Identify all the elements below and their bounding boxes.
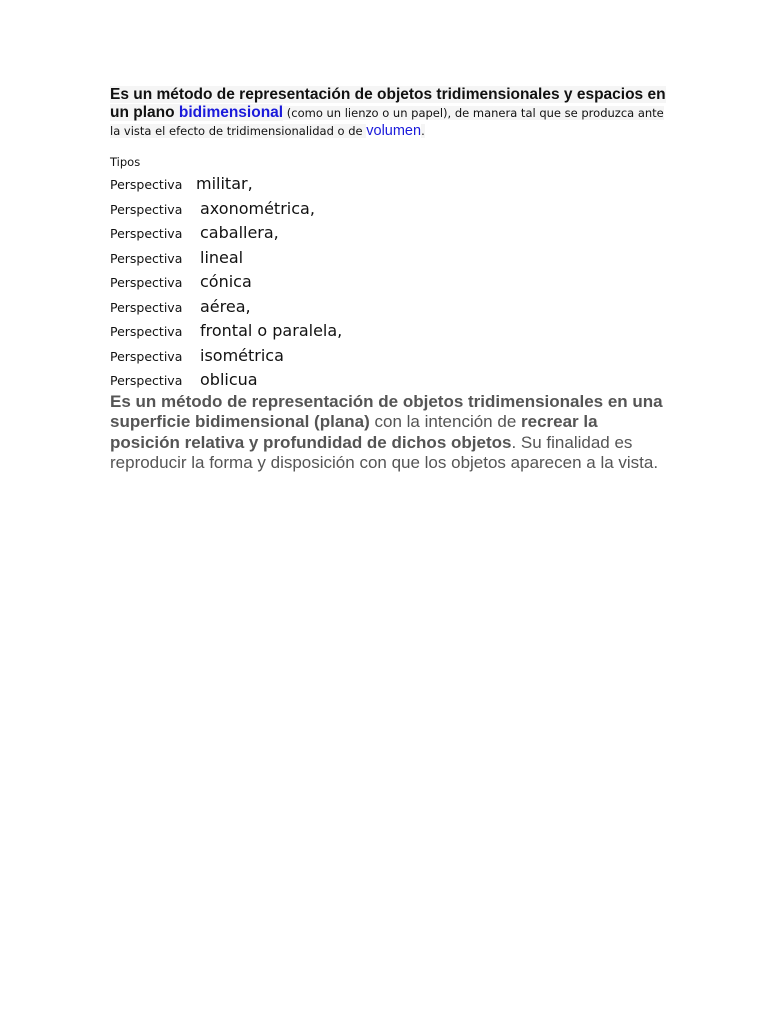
tipos-heading: Tipos bbox=[110, 155, 141, 169]
type-prefix: Perspectiva bbox=[110, 324, 183, 339]
intro-period: . bbox=[421, 124, 425, 138]
type-name: cónica bbox=[200, 272, 252, 291]
type-name: militar, bbox=[196, 174, 253, 193]
type-name: isométrica bbox=[200, 345, 284, 365]
type-name: axonométrica, bbox=[200, 198, 315, 218]
type-prefix: Perspectiva bbox=[110, 226, 183, 241]
type-name: aérea, bbox=[200, 296, 251, 316]
list-item bbox=[110, 223, 670, 248]
type-name: caballera, bbox=[200, 223, 279, 242]
list-item bbox=[110, 346, 670, 371]
definition-text-1: con la intención de bbox=[369, 412, 521, 431]
definition-bold-1: Es un método de representación de objetos tridimensionales en una superficie bidimensional (plana) bbox=[110, 391, 663, 431]
definition-bold-2: recrear la posición relativa y profundidad de dichos objetos bbox=[110, 412, 598, 452]
intro-bold-text: Es un método de representación de objetos tridimensionales y espacios en un plano bbox=[110, 86, 666, 121]
definition-paragraph bbox=[110, 392, 670, 474]
type-prefix: Perspectiva bbox=[110, 373, 183, 388]
list-item bbox=[110, 199, 670, 224]
list-item bbox=[110, 174, 670, 199]
type-prefix: Perspectiva bbox=[110, 201, 183, 217]
intro-paragraph bbox=[110, 86, 670, 140]
document-page bbox=[110, 86, 670, 474]
type-name: oblicua bbox=[200, 370, 258, 389]
type-prefix: Perspectiva bbox=[110, 348, 183, 364]
intro-rest-text: (como un lienzo o un papel), de manera tal que se produzca ante la vista el efecto de tridimensionalidad o de bbox=[110, 106, 664, 138]
type-prefix: Perspectiva bbox=[110, 275, 183, 290]
bidimensional-link[interactable]: bidimensional bbox=[178, 104, 284, 121]
list-item bbox=[110, 297, 670, 322]
perspective-types-list bbox=[110, 174, 670, 395]
type-prefix: Perspectiva bbox=[110, 250, 183, 266]
type-prefix: Perspectiva bbox=[110, 299, 183, 315]
list-item bbox=[110, 321, 670, 346]
definition-text-2: . Su finalidad es reproducir la forma y disposición con que los objetos aparecen a la vista. bbox=[110, 432, 659, 472]
volumen-link[interactable]: volumen bbox=[366, 123, 422, 139]
type-name: lineal bbox=[200, 247, 244, 267]
type-name: frontal o paralela, bbox=[200, 321, 343, 340]
type-prefix: Perspectiva bbox=[110, 177, 183, 192]
list-item bbox=[110, 248, 670, 273]
list-item bbox=[110, 272, 670, 297]
